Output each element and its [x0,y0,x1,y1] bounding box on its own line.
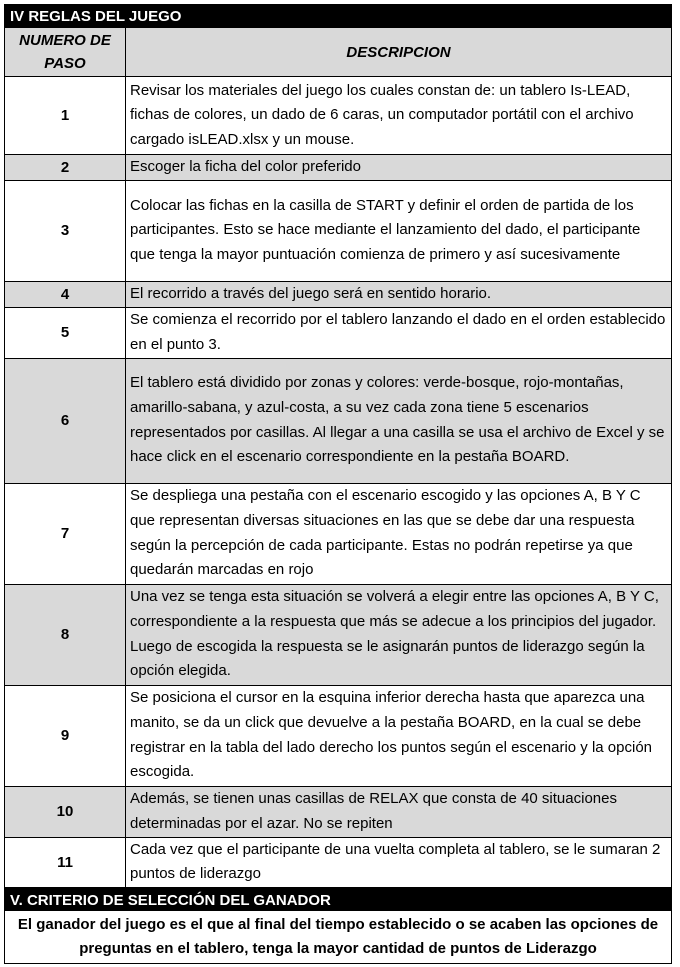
table-row [5,77,672,155]
step-number: 4 [5,281,126,307]
table-row [5,155,672,181]
winner-criterion-text: El ganador del juego es el que al final del tiempo establecido o se acaben las opciones de preguntas en el tablero, tenga la mayor cantidad de puntos de Liderazgo [4,911,672,964]
table-row [5,837,672,887]
section-4-title: IV REGLAS DEL JUEGO [4,4,672,27]
step-description: Se posiciona el cursor en la esquina inferior derecha hasta que aparezca una manito, se da un click que devuelve a la pestaña BOARD, en la cual se debe registrar en la tabla del lado derecho los puntos según el escenario y la opción escogida. [126,685,672,786]
header-step-number: NUMERO DE PASO [5,28,126,77]
step-number: 9 [5,685,126,786]
step-description: Se despliega una pestaña con el escenario escogido y las opciones A, B Y C que representan diversas situaciones en las que se debe dar una respuesta según la percepción de cada participante. Estas no podrán repetirse ya que quedarán marcadas en rojo [126,483,672,584]
section-5-title: V. CRITERIO DE SELECCIÓN DEL GANADOR [4,888,672,911]
step-number: 2 [5,155,126,181]
header-description: DESCRIPCION [126,28,672,77]
step-description: Escoger la ficha del color preferido [126,155,672,181]
step-description: El recorrido a través del juego será en sentido horario. [126,281,672,307]
step-number: 8 [5,584,126,685]
step-number: 1 [5,77,126,155]
rules-sheet [4,4,672,964]
step-description: Una vez se tenga esta situación se volverá a elegir entre las opciones A, B Y C, correspondiente a la respuesta que más se adecue a los principios del jugador. Luego de escogida la respuesta se le asignarán puntos de liderazgo según la opción elegida. [126,584,672,685]
rules-table [4,27,672,888]
step-number: 3 [5,180,126,281]
table-header-row [5,28,672,77]
table-row [5,281,672,307]
step-description: Revisar los materiales del juego los cuales constan de: un tablero Is-LEAD, fichas de colores, un dado de 6 caras, un computador portátil con el archivo cargado isLEAD.xlsx y un mouse. [126,77,672,155]
step-number: 5 [5,307,126,358]
table-row [5,358,672,483]
step-number: 7 [5,483,126,584]
table-row [5,685,672,786]
step-number: 6 [5,358,126,483]
step-number: 11 [5,837,126,887]
table-row [5,180,672,281]
table-row [5,483,672,584]
table-row [5,584,672,685]
step-description: Cada vez que el participante de una vuelta completa al tablero, se le sumaran 2 puntos de liderazgo [126,837,672,887]
step-number: 10 [5,786,126,837]
step-description: El tablero está dividido por zonas y colores: verde-bosque, rojo-montañas, amarillo-sabana, y azul-costa, a su vez cada zona tiene 5 escenarios representados por casillas. Al llegar a una casilla se usa el archivo de Excel y se hace click en el escenario correspondiente en la pestaña BOARD. [126,358,672,483]
step-description: Además, se tienen unas casillas de RELAX que consta de 40 situaciones determinadas por el azar. No se repiten [126,786,672,837]
table-row [5,307,672,358]
step-description: Colocar las fichas en la casilla de START y definir el orden de partida de los participantes. Esto se hace mediante el lanzamiento del dado, el participante que tenga la mayor puntuación comienza de primero y así sucesivamente [126,180,672,281]
table-row [5,786,672,837]
step-description: Se comienza el recorrido por el tablero lanzando el dado en el orden establecido en el punto 3. [126,307,672,358]
